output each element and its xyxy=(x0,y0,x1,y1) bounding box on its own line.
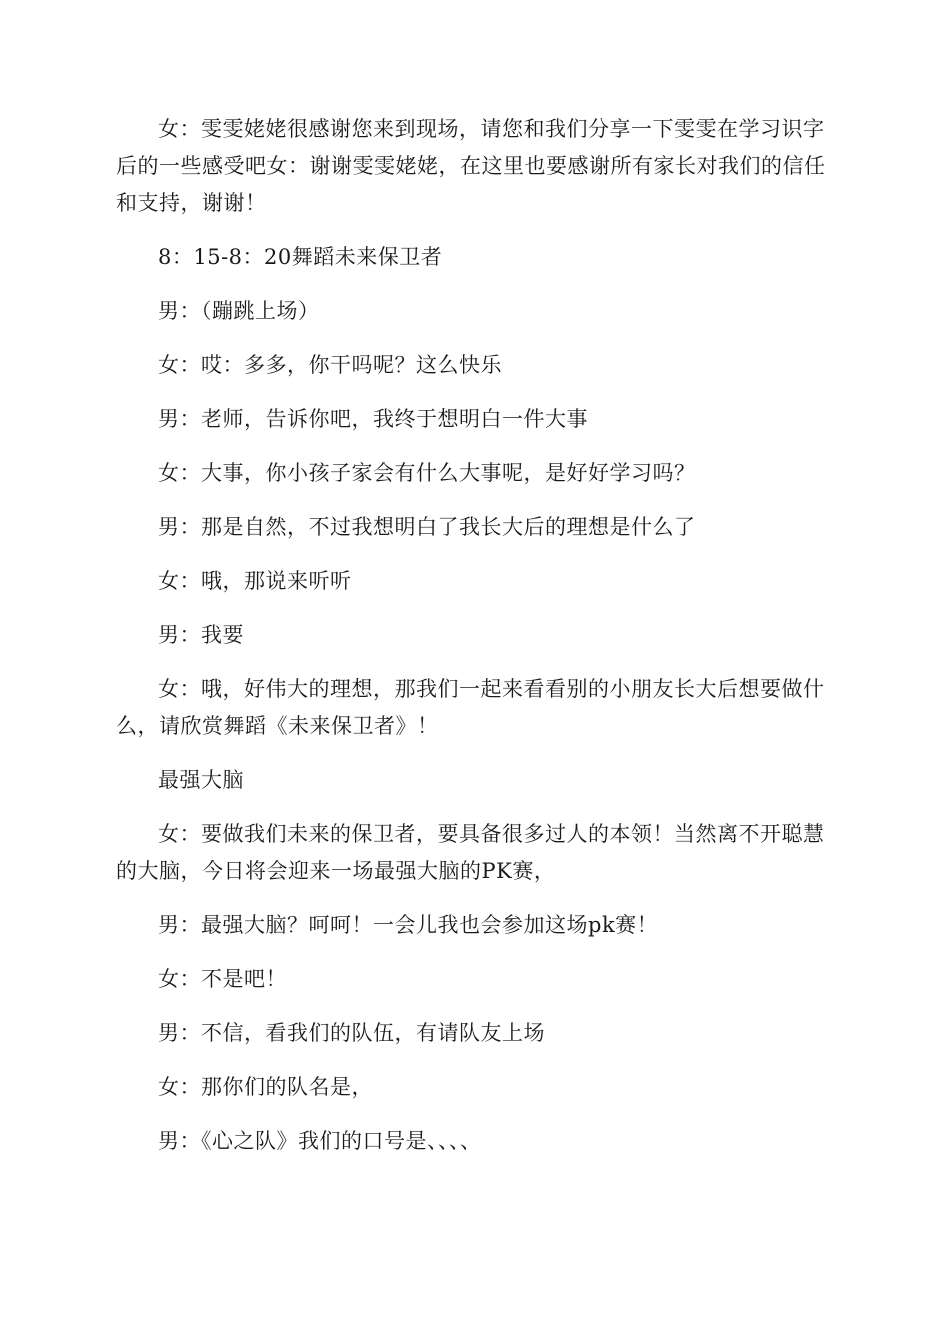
paragraph: 8：15-8：20舞蹈未来保卫者 xyxy=(158,245,443,269)
paragraph: 男：老师，告诉你吧，我终于想明白一件大事 xyxy=(158,407,588,431)
paragraph: 女：哎：多多，你干吗呢？这么快乐 xyxy=(158,353,502,377)
paragraph: 女：哦，好伟大的理想，那我们一起来看看别的小朋友长大后想要做什么，请欣赏舞蹈《未来保卫者》！ xyxy=(116,677,825,738)
paragraph: 女：雯雯姥姥很感谢您来到现场，请您和我们分享一下雯雯在学习识字后的一些感受吧女：谢谢雯雯姥姥，在这里也要感谢所有家长对我们的信任和支持，谢谢！ xyxy=(116,117,826,215)
paragraph: 女：要做我们未来的保卫者，要具备很多过人的本领！当然离不开聪慧的大脑，今日将会迎来一场最强大脑的PK赛， xyxy=(116,822,825,883)
paragraph: 女：那你们的队名是， xyxy=(158,1075,373,1099)
paragraph: 女：哦，那说来听听 xyxy=(158,569,352,593)
paragraph: 女：大事，你小孩子家会有什么大事呢，是好好学习吗？ xyxy=(158,461,696,485)
paragraph: 男：那是自然，不过我想明白了我长大后的理想是什么了 xyxy=(158,515,696,539)
paragraph: 男：最强大脑？呵呵！一会儿我也会参加这场pk赛！ xyxy=(158,913,659,937)
section-heading: 最强大脑 xyxy=(158,768,244,792)
paragraph: 男：我要 xyxy=(158,623,244,647)
document-body xyxy=(116,111,836,1177)
paragraph: 男：《心之队》我们的口号是、、、、 xyxy=(158,1129,482,1153)
paragraph: 女：不是吧！ xyxy=(158,967,287,991)
paragraph: 男：不信，看我们的队伍，有请队友上场 xyxy=(158,1021,545,1045)
paragraph: 男：（蹦跳上场） xyxy=(158,299,320,323)
